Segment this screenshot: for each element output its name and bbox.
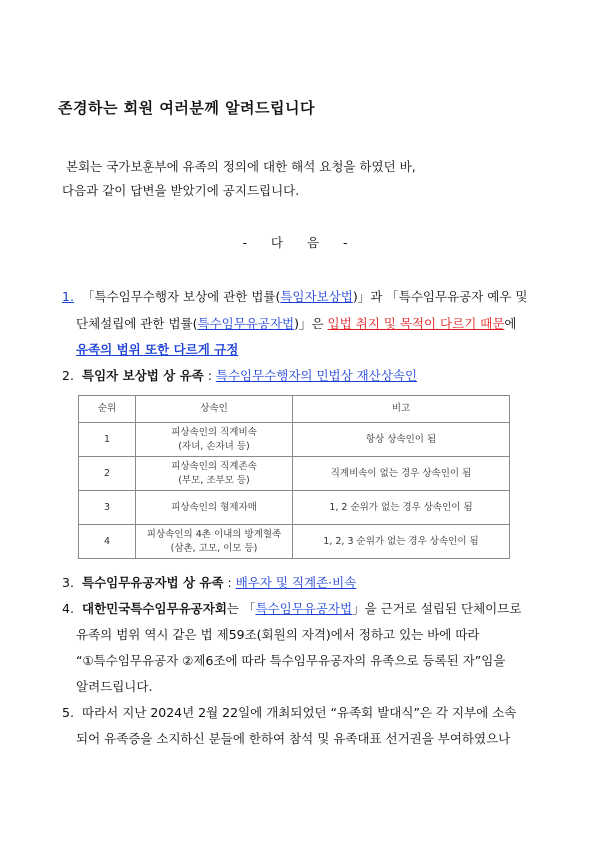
- item-5-number: 5.: [62, 705, 74, 720]
- table-row: [79, 491, 510, 525]
- cell-note: 1, 2 순위가 없는 경우 상속인이 됨: [293, 491, 510, 525]
- law-abbrev-link-2: 특수임무유공자법: [197, 316, 295, 331]
- cell-note: 직계비속이 없는 경우 상속인이 됨: [293, 457, 510, 491]
- item-1-number: 1.: [62, 289, 74, 304]
- table-row: [79, 525, 510, 559]
- header-heir: 상속인: [136, 396, 293, 423]
- cell-rank: 3: [79, 491, 136, 525]
- item-3-number: 3.: [62, 575, 74, 590]
- intro-line-2: 다음과 같이 답변을 받았기에 공지드립니다.: [62, 183, 300, 198]
- cell-rank: 1: [79, 423, 136, 457]
- header-rank: 순위: [79, 396, 136, 423]
- item-4-line-4: 알려드립니다.: [76, 679, 153, 694]
- cell-heir: 피상속인의 직계존속 (부모, 조부모 등): [136, 457, 293, 491]
- page-title: 존경하는 회원 여러분께 알려드립니다: [58, 99, 316, 117]
- cell-heir: 피상속인의 직계비속 (자녀, 손자녀 등): [136, 423, 293, 457]
- law-abbrev-link: 특임자보상법: [280, 289, 353, 304]
- item-2: 2. 특임자 보상법 상 유족 : 특수임무수행자의 민법상 재산상속인: [62, 368, 418, 383]
- item-5-line-1: 5. 따라서 지난 2024년 2월 22일에 개최되었던 “유족회 발대식”은 각 지부에 소속: [62, 705, 517, 720]
- header-note: 비고: [293, 396, 510, 423]
- highlight-red: 입법 취지 및 목적이 다르기 때문: [327, 316, 505, 331]
- item-1-line-1: 1. 「특수임무수행자 보상에 관한 법률(특임자보상법)」과 「특수임무유공자 예우 및: [62, 289, 528, 304]
- item-4-line-3: “①특수임무유공자 ②제6조에 따라 특수임무유공자의 유족으로 등록된 자”임을: [76, 653, 506, 668]
- item-4-line-1: 4. 대한민국특수임무유공자회는 「특수임무유공자법」을 근거로 설립된 단체이므로: [62, 601, 522, 616]
- item-3-highlight: 배우자 및 직계존·비속: [235, 575, 357, 590]
- item-5-line-2: 되어 유족증을 소지하신 분들에 한하여 참석 및 유족대표 선거권을 부여하였으나: [76, 731, 511, 746]
- item-4-law-link: 특수임무유공자법: [255, 601, 353, 616]
- heir-ranking-table: [78, 395, 510, 559]
- table-row: [79, 457, 510, 491]
- cell-note: 항상 상속인이 됨: [293, 423, 510, 457]
- item-2-highlight: 특수임무수행자의 민법상 재산상속인: [215, 368, 418, 383]
- cell-heir: 피상속인의 4촌 이내의 방계혈족 (삼촌, 고모, 이모 등): [136, 525, 293, 559]
- item-1-line-3: 유족의 범위 또한 다르게 규정: [76, 342, 239, 357]
- cell-rank: 4: [79, 525, 136, 559]
- intro-line-1: 본회는 국가보훈부에 유족의 정의에 대한 해석 요청을 하였던 바,: [66, 159, 416, 174]
- item-1-line-2: 단체설립에 관한 법률(특수임무유공자법)」은 입법 취지 및 목적이 다르기 때문에: [76, 316, 517, 331]
- item-4-line-2: 유족의 범위 역시 같은 법 제59조(회원의 자격)에서 정하고 있는 바에 따라: [76, 627, 480, 642]
- cell-heir: 피상속인의 형제자매: [136, 491, 293, 525]
- item-4-number: 4.: [62, 601, 74, 616]
- cell-rank: 2: [79, 457, 136, 491]
- table-row: [79, 423, 510, 457]
- item-3: 3. 특수임무유공자법 상 유족 : 배우자 및 직계존·비속: [62, 575, 357, 590]
- section-heading: - 다 음 -: [242, 235, 358, 250]
- table-header-row: [79, 396, 510, 423]
- cell-note: 1, 2, 3 순위가 없는 경우 상속인이 됨: [293, 525, 510, 559]
- item-2-number: 2.: [62, 368, 74, 383]
